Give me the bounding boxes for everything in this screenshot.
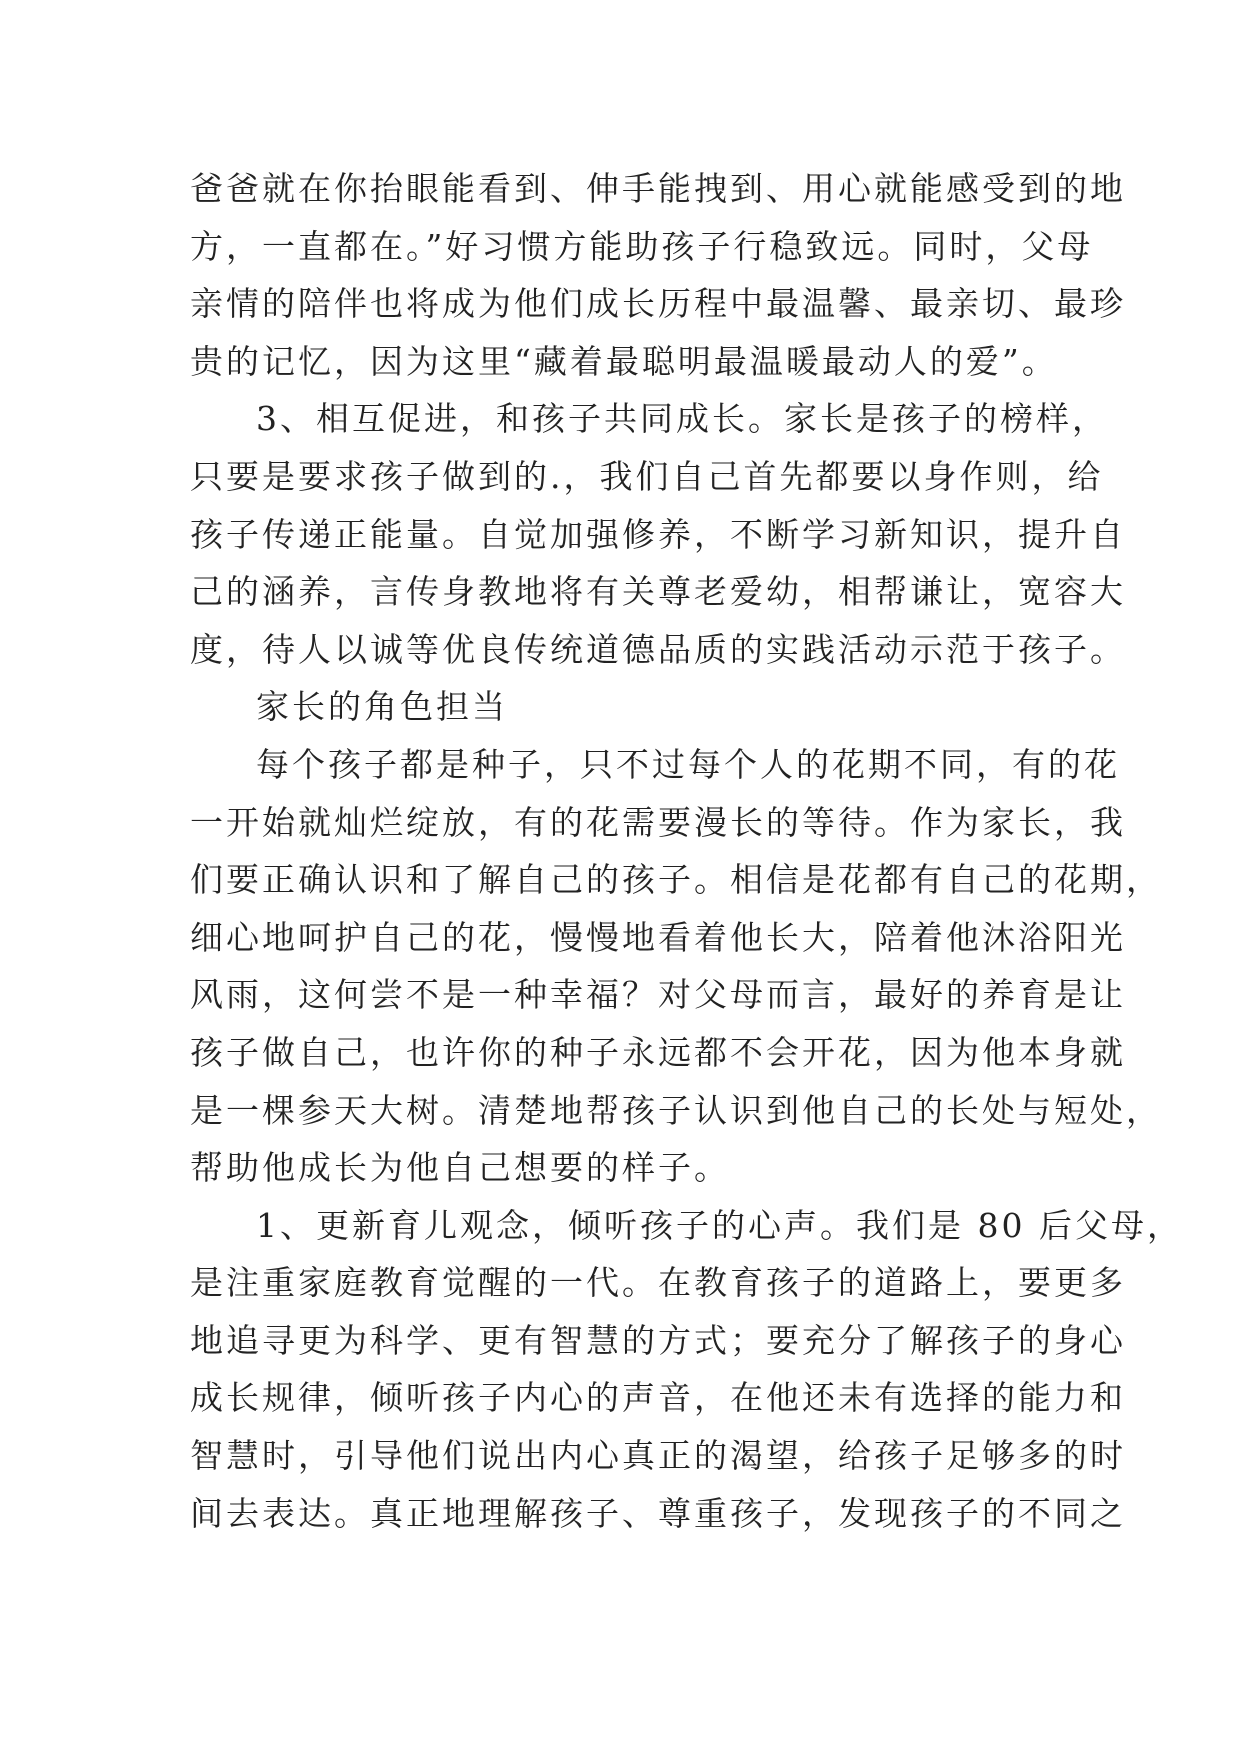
text-line: 亲情的陪伴也将成为他们成长历程中最温馨、最亲切、最珍 [190, 284, 1126, 324]
text-line: 一开始就灿烂绽放，有的花需要漫长的等待。作为家长，我 [190, 802, 1126, 842]
text-line: 3、相互促进，和孩子共同成长。家长是孩子的榜样， [256, 399, 1108, 439]
text-line: 贵的记忆，因为这里“藏着最聪明最温暖最动人的爱”。 [190, 341, 1058, 381]
text-line: 家长的角色担当 [256, 687, 508, 727]
text-line: 智慧时，引导他们说出内心真正的渴望，给孩子足够多的时 [190, 1436, 1126, 1476]
text-line: 是注重家庭教育觉醒的一代。在教育孩子的道路上，要更多 [190, 1263, 1126, 1303]
text-line: 们要正确认识和了解自己的孩子。相信是花都有自己的花期， [190, 860, 1162, 900]
text-line: 方，一直都在。”好习惯方能助孩子行稳致远。同时，父母 [190, 226, 1094, 266]
text-line: 细心地呵护自己的花，慢慢地看着他长大，陪着他沐浴阳光 [190, 917, 1126, 957]
text-line: 孩子做自己，也许你的种子永远都不会开花，因为他本身就 [190, 1032, 1126, 1072]
text-line: 度，待人以诚等优良传统道德品质的实践活动示范于孩子。 [190, 629, 1126, 669]
text-line: 地追寻更为科学、更有智慧的方式；要充分了解孩子的身心 [190, 1320, 1126, 1360]
text-line: 只要是要求孩子做到的.，我们自己首先都要以身作则，给 [190, 456, 1104, 496]
text-line: 己的涵养，言传身教地将有关尊老爱幼，相帮谦让，宽容大 [190, 572, 1126, 612]
text-line: 每个孩子都是种子，只不过每个人的花期不同，有的花 [256, 744, 1120, 784]
text-line: 孩子传递正能量。自觉加强修养，不断学习新知识，提升自 [190, 514, 1126, 554]
text-line: 风雨，这何尝不是一种幸福？对父母而言，最好的养育是让 [190, 975, 1126, 1015]
text-line: 是一棵参天大树。清楚地帮孩子认识到他自己的长处与短处， [190, 1090, 1162, 1130]
body-text [190, 160, 1183, 1542]
text-line: 爸爸就在你抬眼能看到、伸手能拽到、用心就能感受到的地 [190, 169, 1126, 208]
text-line: 帮助他成长为他自己想要的样子。 [190, 1148, 730, 1188]
text-line: 成长规律，倾听孩子内心的声音，在他还未有选择的能力和 [190, 1378, 1126, 1418]
text-line: 间去表达。真正地理解孩子、尊重孩子，发现孩子的不同之 [190, 1493, 1126, 1533]
text-line: 1、更新育儿观念，倾听孩子的心声。我们是 80 后父母， [256, 1205, 1183, 1245]
